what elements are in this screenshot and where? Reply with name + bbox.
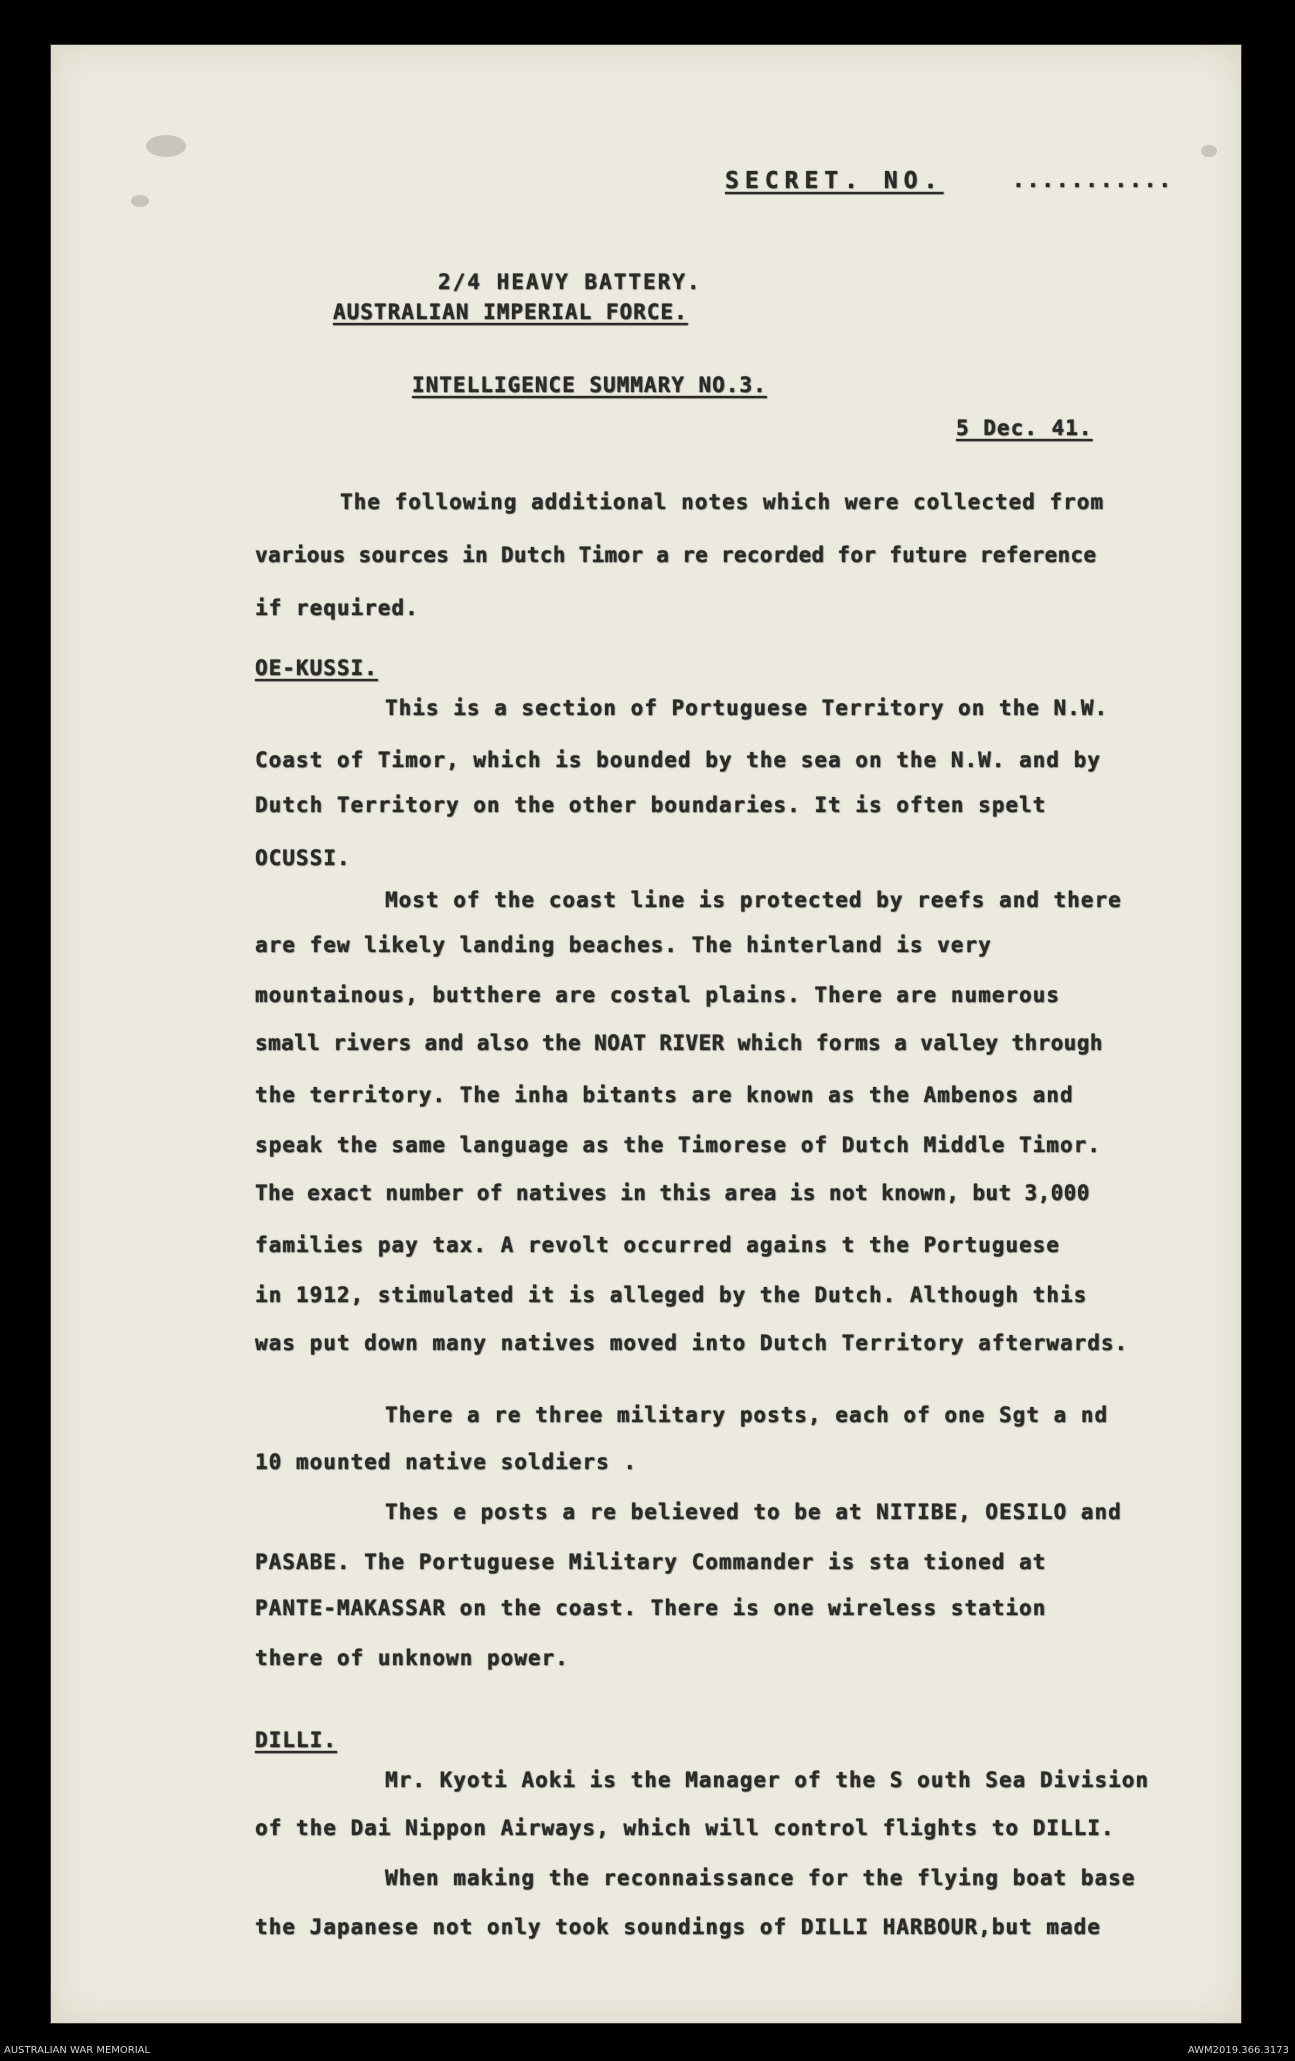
body-line: of the Dai Nippon Airways, which will control flights to DILLI. bbox=[255, 1816, 1115, 1840]
body-line: Thes e posts a re believed to be at NITIBE, OESILO and bbox=[385, 1500, 1122, 1524]
body-line: are few likely landing beaches. The hinterland is very bbox=[255, 933, 992, 957]
body-line: When making the reconnaissance for the flying boat base bbox=[385, 1866, 1136, 1890]
body-line: 10 mounted native soldiers . bbox=[255, 1450, 638, 1474]
summary-title: INTELLIGENCE SUMMARY NO.3. bbox=[412, 373, 767, 397]
paper-stain bbox=[1201, 145, 1217, 157]
body-line: This is a section of Portuguese Territory on the N.W. bbox=[385, 696, 1109, 720]
body-line: PASABE. The Portuguese Military Commander is sta tioned at bbox=[255, 1550, 1047, 1574]
unit-name-line2: AUSTRALIAN IMPERIAL FORCE. bbox=[333, 300, 688, 324]
footer-credit: AUSTRALIAN WAR MEMORIAL bbox=[4, 2045, 151, 2056]
body-line: The exact number of natives in this area is not known, but 3,000 bbox=[255, 1181, 1090, 1205]
secret-label: SECRET. NO. bbox=[725, 168, 944, 194]
paper-stain bbox=[146, 135, 186, 157]
body-line: various sources in Dutch Timor a re recorded for future reference bbox=[255, 543, 1097, 567]
document-date: 5 Dec. 41. bbox=[956, 416, 1093, 440]
body-line: Dutch Territory on the other boundaries. It is often spelt bbox=[255, 793, 1047, 817]
body-line: Mr. Kyoti Aoki is the Manager of the S outh Sea Division bbox=[385, 1768, 1150, 1792]
section-heading-dilli: DILLI. bbox=[255, 1728, 337, 1752]
body-line: mountainous, butthere are costal plains. There are numerous bbox=[255, 983, 1060, 1007]
body-line: the Japanese not only took soundings of DILLI HARBOUR,but made bbox=[255, 1915, 1101, 1939]
secret-number-dots: ........... bbox=[1012, 168, 1174, 192]
body-line: PANTE-MAKASSAR on the coast. There is one wireless station bbox=[255, 1596, 1047, 1620]
paper-stain bbox=[131, 195, 149, 207]
footer-accession-number: AWM2019.366.3173 bbox=[1187, 2045, 1289, 2056]
body-line: Most of the coast line is protected by reefs and there bbox=[385, 888, 1122, 912]
body-line: if required. bbox=[255, 596, 419, 620]
body-line: OCUSSI. bbox=[255, 846, 351, 870]
body-line: there of unknown power. bbox=[255, 1646, 569, 1670]
section-heading-oe-kussi: OE-KUSSI. bbox=[255, 656, 378, 680]
body-line: families pay tax. A revolt occurred agains t the Portuguese bbox=[255, 1233, 1060, 1257]
body-line: was put down many natives moved into Dutch Territory afterwards. bbox=[255, 1331, 1129, 1355]
body-line: The following additional notes which were collected from bbox=[340, 490, 1105, 514]
body-line: There a re three military posts, each of one Sgt a nd bbox=[385, 1403, 1109, 1427]
body-line: small rivers and also the NOAT RIVER which forms a valley through bbox=[255, 1031, 1103, 1055]
unit-name-line1: 2/4 HEAVY BATTERY. bbox=[438, 270, 702, 294]
body-line: speak the same language as the Timorese of Dutch Middle Timor. bbox=[255, 1133, 1101, 1157]
body-line: Coast of Timor, which is bounded by the sea on the N.W. and by bbox=[255, 748, 1101, 772]
body-line: the territory. The inha bitants are known as the Ambenos and bbox=[255, 1083, 1074, 1107]
body-line: in 1912, stimulated it is alleged by the Dutch. Although this bbox=[255, 1283, 1088, 1307]
